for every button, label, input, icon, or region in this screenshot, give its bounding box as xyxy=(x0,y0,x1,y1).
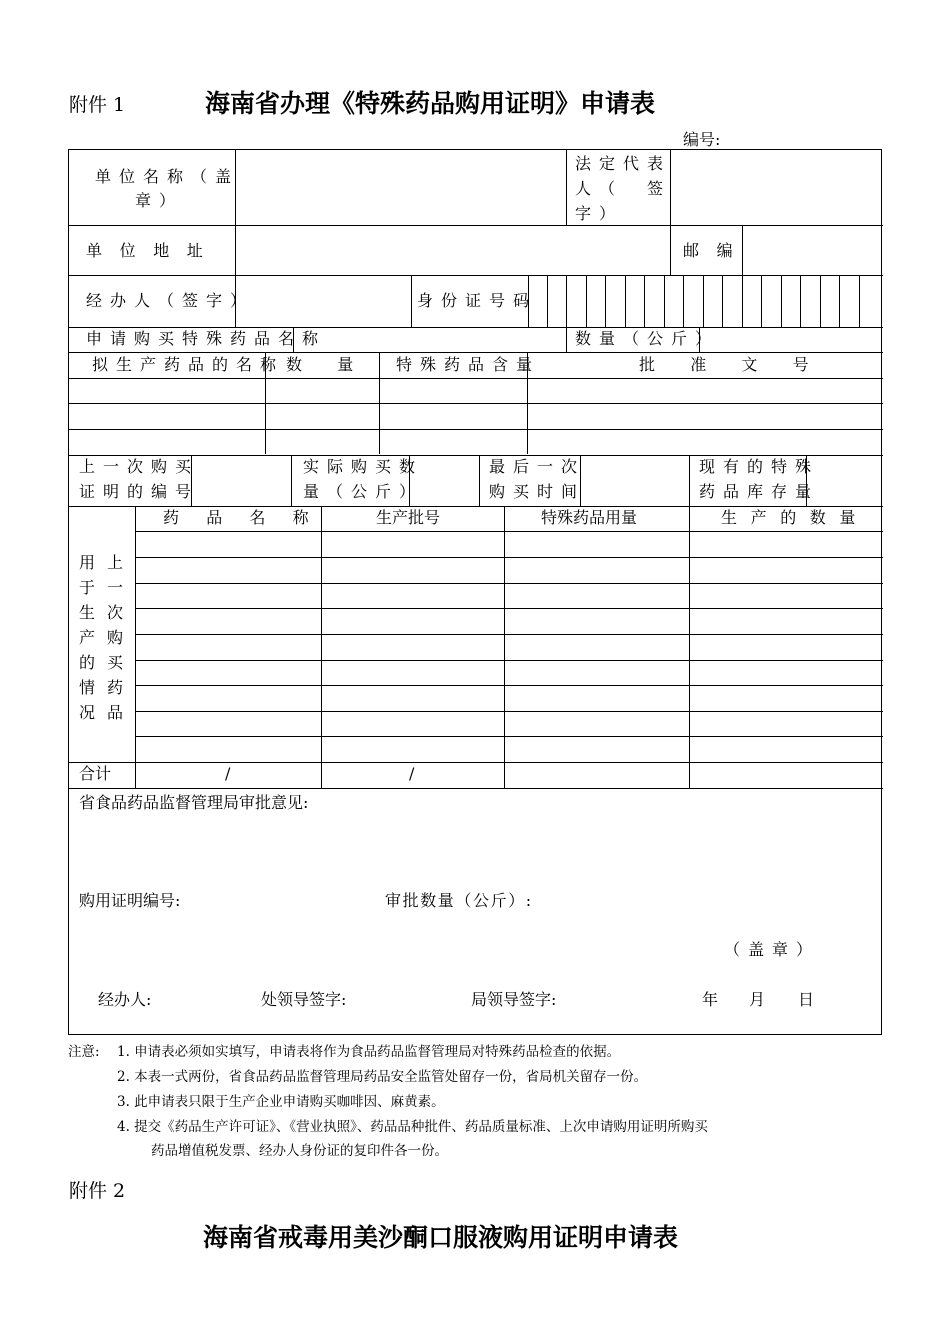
approval-opinion-label: 省食品药品监督管理局审批意见: xyxy=(79,793,309,812)
col-divider xyxy=(135,506,136,788)
row-divider xyxy=(69,429,883,430)
production-drug-name-header: 拟生产药品的名称 xyxy=(92,355,285,374)
year-label: 年 xyxy=(702,990,719,1009)
row-divider xyxy=(135,531,883,532)
row-divider xyxy=(69,378,883,379)
id-number-label: 身份证号码 xyxy=(417,291,538,310)
side-char: 用 xyxy=(79,553,96,572)
side-char: 的 xyxy=(79,653,96,672)
row-divider xyxy=(69,506,883,507)
handler-sign-label: 经办人（签字） xyxy=(86,291,255,310)
application-form xyxy=(68,149,882,1035)
dept-leader-sign-label: 处领导签字: xyxy=(261,990,347,1009)
cert-number-label: 购用证明编号: xyxy=(79,891,181,910)
col-divider xyxy=(235,225,236,275)
row-divider xyxy=(69,403,883,404)
id-box-divider xyxy=(722,275,723,327)
id-box-divider xyxy=(644,275,645,327)
id-box-divider xyxy=(703,275,704,327)
note-item: 1. 申请表必须如实填写，申请表将作为食品药品监督管理局对特殊药品检查的依据。 xyxy=(117,1044,621,1060)
col-divider xyxy=(504,506,505,788)
approval-number-header: 批准文号 xyxy=(639,355,844,374)
note-item: 3. 此申请表只限于生产企业申请购买咖啡因、麻黄素。 xyxy=(117,1094,445,1110)
side-char: 于 xyxy=(79,578,96,597)
purchase-drug-name-label: 申请购买特殊药品名称 xyxy=(86,329,327,348)
actual-qty-label: 实际购买数 xyxy=(303,457,424,476)
col-divider xyxy=(479,455,480,506)
page-title: 海南省办理《特殊药品购用证明》申请表 xyxy=(205,89,656,118)
bureau-leader-sign-label: 局领导签字: xyxy=(471,990,557,1009)
id-box-divider xyxy=(800,275,801,327)
total-slash: / xyxy=(409,764,415,783)
attachment-label: 附件 1 xyxy=(69,94,126,116)
col-divider xyxy=(566,327,567,352)
attachment2-title: 海南省戒毒用美沙酮口服液购用证明申请表 xyxy=(203,1223,679,1252)
col-divider xyxy=(411,275,412,327)
note-item: 4. 提交《药品生产许可证》、《营业执照》、药品品种批件、药品质量标准、上次申请购用证明所购买 xyxy=(117,1119,708,1135)
legal-rep-label-cont2: 字） xyxy=(575,204,624,223)
id-box-divider xyxy=(683,275,684,327)
side-char: 况 xyxy=(79,703,96,722)
side-char: 产 xyxy=(79,628,96,647)
production-quantity-header: 数量 xyxy=(286,355,389,374)
row-divider xyxy=(135,557,883,558)
id-box-divider xyxy=(605,275,606,327)
row-divider xyxy=(135,711,883,712)
total-label: 合计 xyxy=(79,764,112,783)
col-divider xyxy=(670,225,671,275)
id-box-divider xyxy=(761,275,762,327)
row-divider xyxy=(69,762,883,763)
side-char: 一 xyxy=(107,578,124,597)
legal-rep-label: 法定代表 xyxy=(575,154,672,173)
postcode-label: 邮编 xyxy=(683,241,751,260)
last-cert-no-label-cont: 证明的编号 xyxy=(79,482,200,501)
side-char: 购 xyxy=(107,628,124,647)
side-char: 药 xyxy=(107,678,124,697)
usage-side-label-left xyxy=(79,550,95,725)
usage-drug-name-header: 药品名称 xyxy=(163,508,336,527)
handler-label: 经办人: xyxy=(98,990,152,1009)
side-char: 情 xyxy=(79,678,96,697)
id-box-divider xyxy=(839,275,840,327)
id-box-divider xyxy=(820,275,821,327)
row-divider xyxy=(135,583,883,584)
row-divider xyxy=(135,685,883,686)
id-box-divider xyxy=(664,275,665,327)
note-item-cont: 药品增值税发票、经办人身份证的复印件各一份。 xyxy=(151,1143,448,1159)
row-divider xyxy=(69,352,883,353)
id-box-divider xyxy=(547,275,548,327)
side-char: 品 xyxy=(107,703,124,722)
row-divider xyxy=(69,788,883,789)
row-divider xyxy=(135,634,883,635)
col-divider xyxy=(321,506,322,788)
id-box-divider xyxy=(566,275,567,327)
notes-prefix: 注意: xyxy=(68,1044,100,1060)
legal-rep-label-cont: 人（ 签 xyxy=(575,179,672,198)
row-divider xyxy=(135,608,883,609)
attachment2-label: 附件 2 xyxy=(69,1180,126,1202)
row-divider xyxy=(69,327,883,328)
col-divider xyxy=(566,150,567,225)
special-drug-content-header: 特殊药品含量 xyxy=(396,355,541,374)
unit-address-label: 单位地址 xyxy=(86,241,221,260)
note-item: 2. 本表一式两份，省食品药品监督管理局药品安全监管处留存一份，省局机关留存一份。 xyxy=(117,1069,648,1085)
id-box-divider xyxy=(586,275,587,327)
col-divider xyxy=(235,150,236,225)
col-divider xyxy=(689,506,690,788)
usage-special-amount-header: 特殊药品用量 xyxy=(541,508,638,527)
approved-qty-label: 审批数量（公斤）: xyxy=(385,891,533,910)
actual-qty-label-cont: 量（公斤） xyxy=(303,482,424,501)
day-label: 日 xyxy=(798,990,815,1009)
serial-number-label: 编号: xyxy=(683,130,721,149)
usage-production-qty-header: 生产的数量 xyxy=(721,508,870,527)
col-divider xyxy=(291,455,292,506)
usage-side-label-right xyxy=(107,550,123,725)
last-purchase-time-label: 最后一次 xyxy=(489,457,586,476)
total-slash: / xyxy=(225,764,231,783)
unit-name-label-cont: 章） xyxy=(135,191,184,210)
stock-label-cont: 药品库存量 xyxy=(699,482,820,501)
side-char: 次 xyxy=(107,603,124,622)
quantity-label: 数量（公斤） xyxy=(575,329,720,348)
id-box-divider xyxy=(625,275,626,327)
last-cert-no-label: 上一次购买 xyxy=(79,457,200,476)
id-box-divider xyxy=(859,275,860,327)
id-box-divider xyxy=(781,275,782,327)
seal-label: （盖章） xyxy=(724,940,821,959)
side-char: 上 xyxy=(107,553,124,572)
stock-label: 现有的特殊 xyxy=(699,457,820,476)
side-char: 生 xyxy=(79,603,96,622)
unit-name-label: 单位名称（盖 xyxy=(95,167,240,186)
row-divider xyxy=(135,736,883,737)
usage-batch-no-header: 生产批号 xyxy=(376,508,441,527)
month-label: 月 xyxy=(749,990,766,1009)
col-divider xyxy=(689,455,690,506)
side-char: 买 xyxy=(107,653,124,672)
row-divider xyxy=(135,660,883,661)
row-divider xyxy=(69,225,883,226)
id-box-divider xyxy=(742,275,743,327)
last-purchase-time-label-cont: 购买时间 xyxy=(489,482,586,501)
